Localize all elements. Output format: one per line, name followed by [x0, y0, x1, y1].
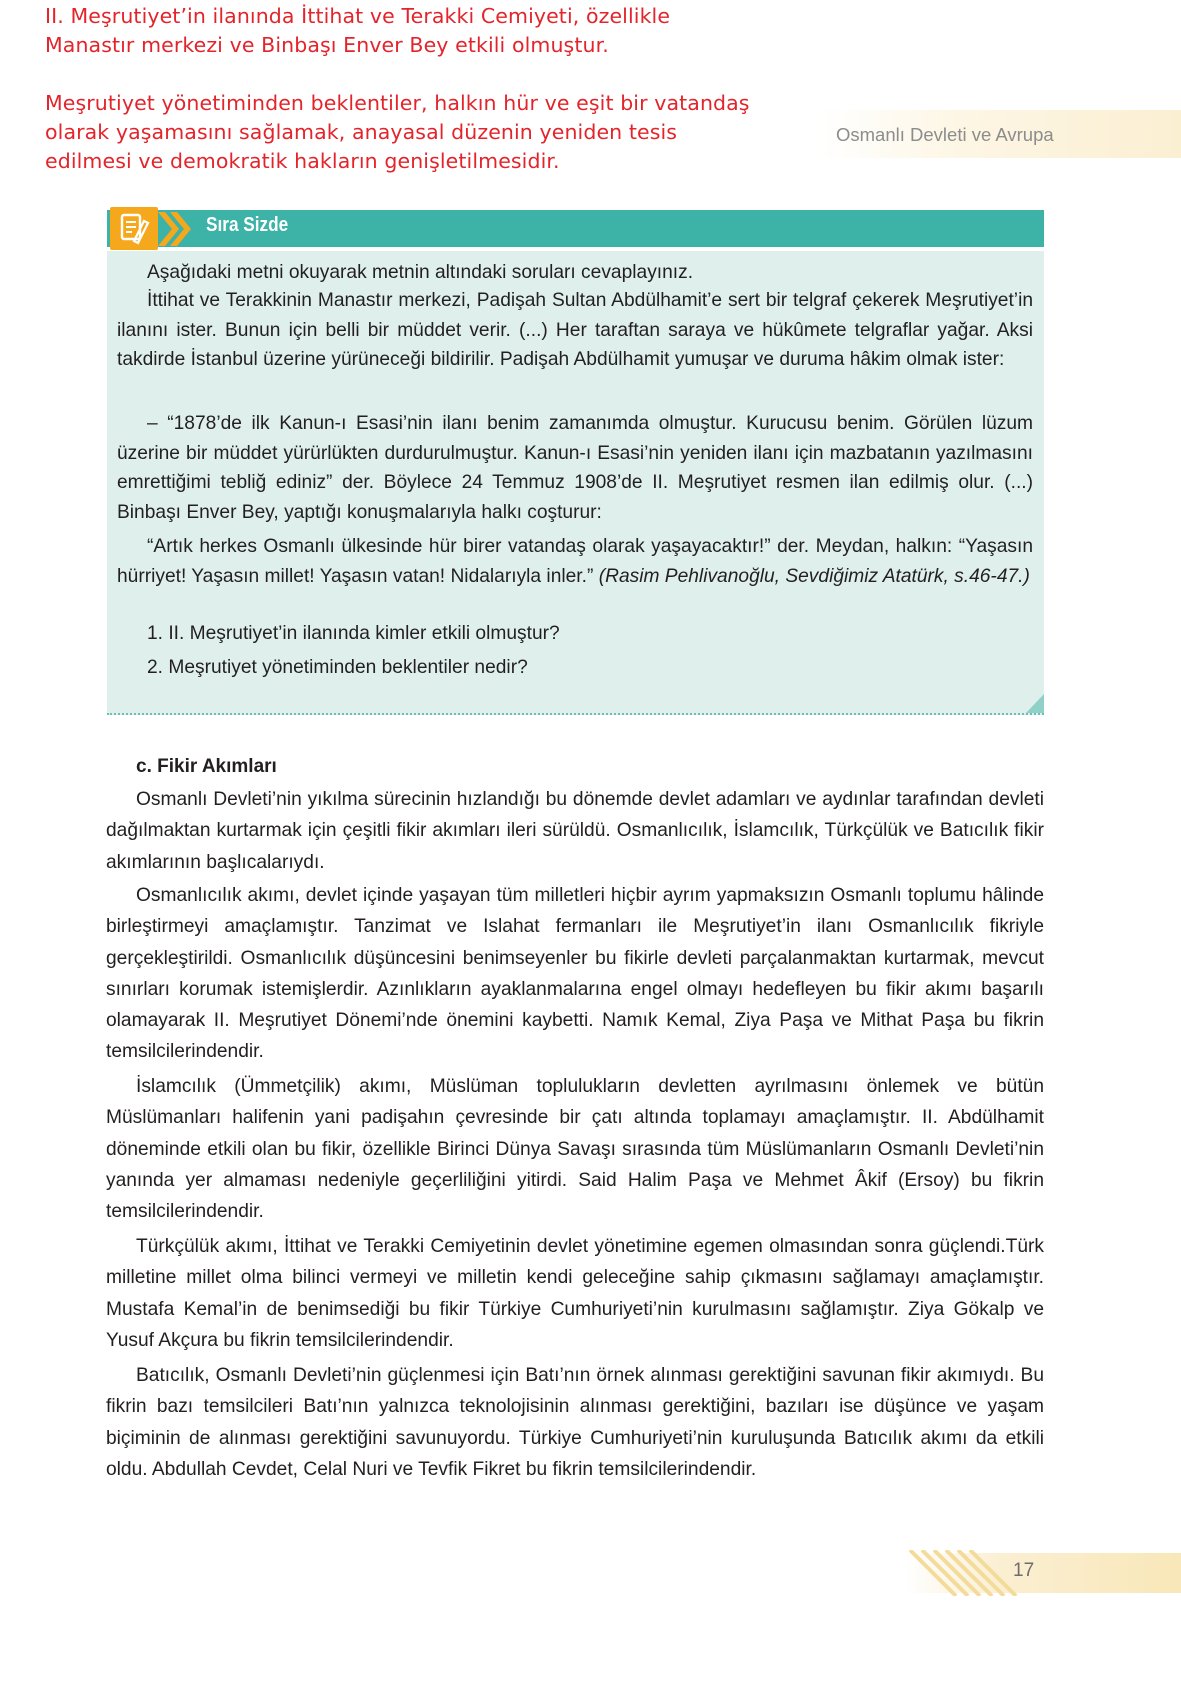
- answer-note-1-line: II. Meşrutiyet’in ilanında İttihat ve Terakki Cemiyeti, özellikle: [45, 4, 671, 28]
- chevron-double-icon: [156, 209, 196, 249]
- page-curl-icon: [1026, 694, 1044, 713]
- answer-note-2-line: olarak yaşamasını sağlamak, anayasal düzenin yeniden tesis: [45, 120, 678, 144]
- sira-sizde-instruction: Aşağıdaki metni okuyarak metnin altındaki soruları cevaplayınız.: [147, 262, 694, 283]
- body-paragraph: Batıcılık, Osmanlı Devleti’nin güçlenmesi için Batı’nın örnek alınması gerektiğini savunan fikir akımıydı. Bu fikrin bazı temsilcileri Batı’nın yalnızca teknolojisinin alınması gerektiğini, bazıları ise düşünce ve yaşam biçiminin de alınması gerektiğini savunuyordu. Türkiye Cumhuriyeti’nin kuruluşunda Batıcılık akımı da etkili oldu. Abdullah Cevdet, Celal Nuri ve Tevfik Fikret bu fikrin temsilcilerindendir.: [106, 1365, 1044, 1480]
- body-paragraph: Osmanlıcılık akımı, devlet içinde yaşayan tüm milletleri hiçbir ayrım yapmaksızın Osmanlı toplumu hâlinde birleştirmeyi amaçlamıştır. Tanzimat ve Islahat fermanları ile Meşrutiyet’in ilanı Osmanlıcılık fikriyle gerçekleştirildi. Osmanlıcılık düşüncesini benimseyenler bu fikirle devleti parçalanmaktan kurtarmak, mevcut sınırları korumak istemişlerdir. Azınlıkların ayaklanmalarına engel olmayı hedefleyen bu fikir akımı başarılı olamayarak II. Meşrutiyet Dönemi’nde önemini kaybetti. Namık Kemal, Ziya Paşa ve Mithat Paşa bu fikrin temsilcilerindendir.: [106, 885, 1044, 1063]
- answer-note-2: [45, 89, 750, 176]
- quote-text: “Artık herkes Osmanlı ülkesinde hür birer vatandaş olarak yaşayacaktır!” der. Meydan, halkın: “Yaşasın hürriyet! Yaşasın millet! Yaşasın vatan! Nidalarıyla inler.”: [117, 536, 1033, 587]
- sira-sizde-title: Sıra Sizde: [206, 214, 289, 236]
- answer-note-2-line: edilmesi ve demokratik hakların genişletilmesidir.: [45, 149, 560, 173]
- question-2: 2. Meşrutiyet yönetiminden beklentiler nedir?: [147, 657, 528, 678]
- answer-note-2-line: Meşrutiyet yönetiminden beklentiler, halkın hür ve eşit bir vatandaş: [45, 91, 750, 115]
- section-heading: c. Fikir Akımları: [136, 756, 277, 777]
- body-paragraph: İslamcılık (Ümmetçilik) akımı, Müslüman toplulukların devletten ayrılmasını önlemek ve bütün Müslümanları halifenin yani padişahın çevresinde bir çatı altında toplamayı amaçlamıştır. II. Abdülhamit döneminde etkili olan bu fikir, özellikle Birinci Dünya Savaşı sırasında tüm Müslümanların Osmanlı Devleti’nin yanında yer almaması nedeniyle geçerliliğini yitirdi. Said Halim Paşa ve Mehmet Âkif (Ersoy) bu fikrin temsilcilerindendir.: [106, 1076, 1044, 1223]
- quote-citation: (Rasim Pehlivanoğlu, Sevdiğimiz Atatürk, s.46-47.): [598, 565, 1030, 587]
- sira-sizde-paragraph: İttihat ve Terakkinin Manastır merkezi, Padişah Sultan Abdülhamit’e sert bir telgraf çekerek Meşrutiyet’in ilanını ister. Bunun için belli bir müddet verir. (...) Her taraftan saraya ve hükûmete telgraflar yağar. Aksi takdirde İstanbul üzerine yürüneceği bildirilir. Padişah Abdülhamit yumuşar ve duruma hâkim olmak ister:: [117, 290, 1033, 370]
- answer-note-1: [45, 2, 670, 60]
- pencil-paper-icon: [110, 207, 158, 250]
- sira-sizde-paragraph: – “1878’de ilk Kanun-ı Esasi’nin ilanı benim zamanımda olmuştur. Kurucusu benim. Görülen lüzum üzerine bir müddet yürürlükten durdurulmuştur. Kanun-ı Esasi’nin yeniden ilanı için mazbatanın yazılmasını emrettiğimi tebliğ ediniz” der. Böylece 24 Temmuz 1908’de II. Meşrutiyet resmen ilan edilmiş olur. (...) Binbaşı Enver Bey, yaptığı konuşmalarıyla halkı coşturur:: [117, 413, 1033, 523]
- header-title: Osmanlı Devleti ve Avrupa: [836, 124, 1054, 145]
- answer-note-1-line: Manastır merkezi ve Binbaşı Enver Bey etkili olmuştur.: [45, 33, 609, 57]
- body-paragraph: Osmanlı Devleti’nin yıkılma sürecinin hızlandığı bu dönemde devlet adamları ve aydınlar tarafından devleti dağılmaktan kurtarmak için çeşitli fikir akımları ileri sürüldü. Osmanlıcılık, İslamcılık, Türkçülük ve Batıcılık fikir akımlarının başlıcalarıydı.: [106, 789, 1044, 873]
- body-paragraph: Türkçülük akımı, İttihat ve Terakki Cemiyetinin devlet yönetimine egemen olmasından sonra güçlendi.Türk milletine millet olma bilinci vermeyi ve milletin kendi geleceğine sahip çıkmasını sağlamayı amaçlamıştır. Mustafa Kemal’in de benimsediği bu fikir Türkiye Cumhuriyeti’nin kurulmasını sağlamıştır. Ziya Gökalp ve Yusuf Akçura bu fikrin temsilcilerindendir.: [106, 1236, 1044, 1351]
- sira-sizde-quote: [117, 532, 1033, 591]
- footer-stripes: [900, 1550, 1020, 1596]
- page-number: 17: [1013, 1560, 1035, 1581]
- question-1: 1. II. Meşrutiyet’in ilanında kimler etkili olmuştur?: [147, 623, 560, 644]
